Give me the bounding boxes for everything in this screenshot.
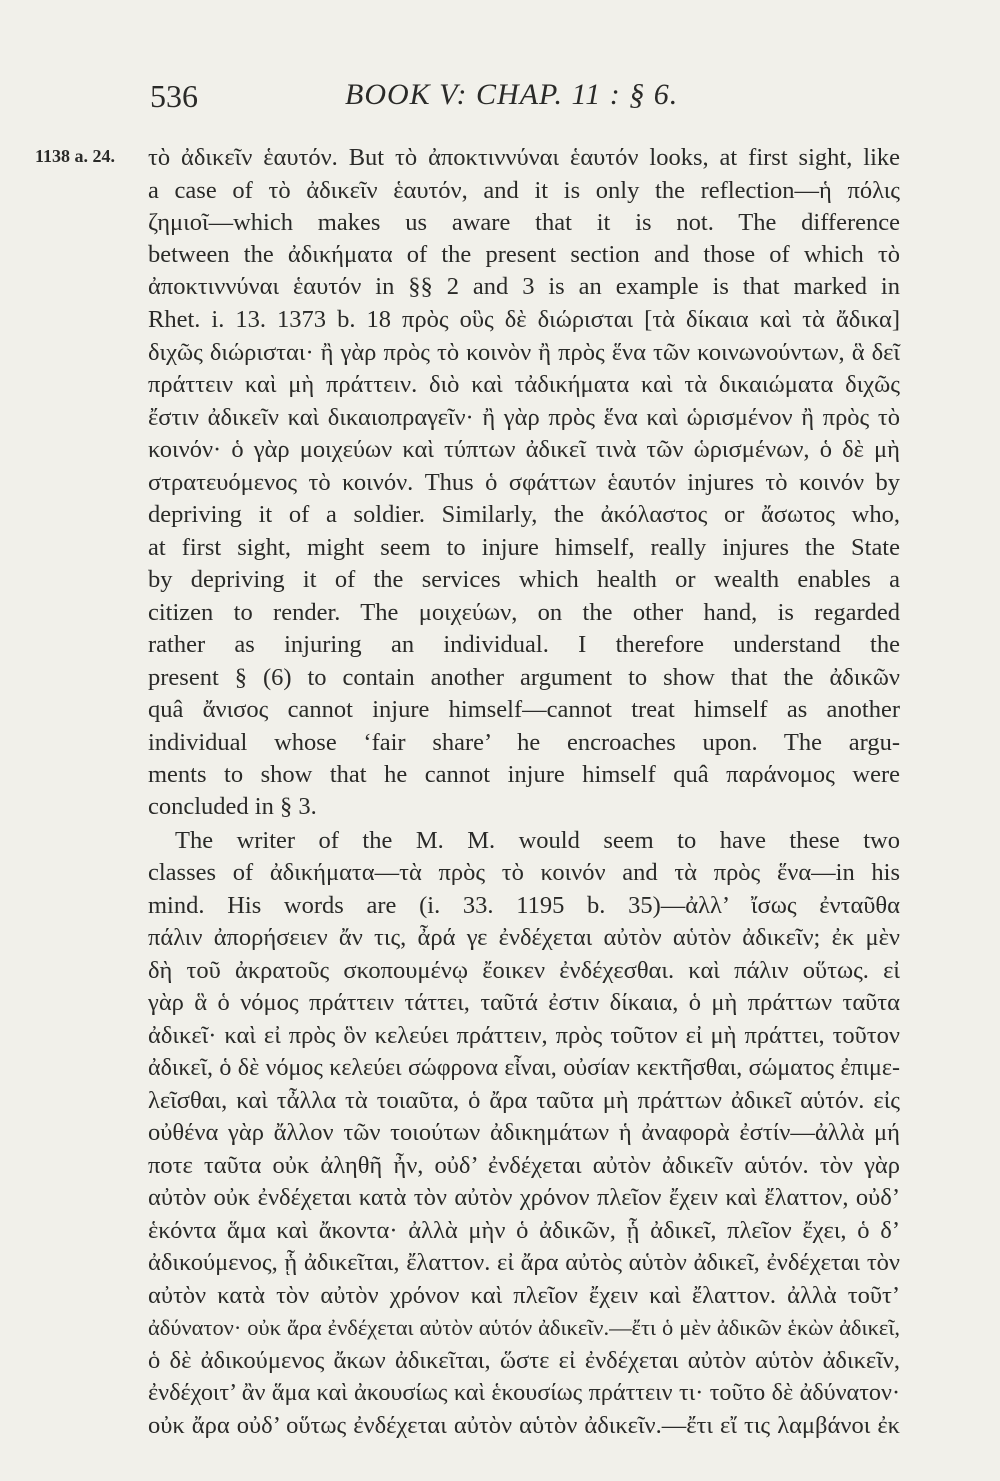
text-line: at first sight, might seem to injure himself, really injures the State bbox=[148, 534, 900, 561]
text-line: οὐκ ἄρα οὐδ’ οὕτως ἐνδέχεται αὐτὸν αὑτὸν ἀδικεῖν.—ἔτι εἴ τις λαμβάνοι ἐκ bbox=[148, 1412, 900, 1439]
text-line: ἀδικεῖ, ὁ δὲ νόμος κελεύει σώφρονα εἶναι, οὐσίαν κεκτῆσθαι, σώματος ἐπιμε- bbox=[148, 1055, 900, 1081]
text-line: αὐτὸν οὐκ ἐνδέχεται κατὰ τὸν αὐτὸν χρόνον πλεῖον ἔχειν καὶ ἔλαττον, οὐδ’ bbox=[148, 1184, 900, 1211]
text-line: citizen to render. The μοιχεύων, on the other hand, is regarded bbox=[148, 599, 900, 626]
text-line: present § (6) to contain another argument to show that the ἀδικῶν bbox=[148, 664, 900, 691]
text-line: ποτε ταῦτα οὐκ ἀληθῆ ἦν, οὐδ’ ἐνδέχεται αὐτὸν ἀδικεῖν αὑτόν. τὸν γὰρ bbox=[148, 1152, 900, 1179]
text-line: τὸ ἀδικεῖν ἑαυτόν. But τὸ ἀποκτιννύναι ἑαυτόν looks, at first sight, like bbox=[148, 144, 900, 171]
text-line: between the ἀδικήματα of the present section and those of which τὸ bbox=[148, 241, 900, 268]
text-line: δὴ τοῦ ἀκρατοῦς σκοπουμένῳ ἔοικεν ἐνδέχεσθαι. καὶ πάλιν οὕτως. εἰ bbox=[148, 957, 900, 984]
running-head: BOOK V: CHAP. 11 : § 6. bbox=[345, 78, 679, 111]
text-line: ἀποκτιννύναι ἑαυτόν in §§ 2 and 3 is an example is that marked in bbox=[148, 273, 900, 300]
text-line: individual whose ‘fair share’ he encroaches upon. The argu- bbox=[148, 729, 900, 756]
text-line: ἀδύνατον· οὐκ ἄρα ἐνδέχεται αὐτὸν αὑτόν ἀδικεῖν.—ἔτι ὁ μὲν ἀδικῶν ἑκὼν ἀδικεῖ, bbox=[148, 1315, 900, 1340]
text-line: The writer of the M. M. would seem to have these two bbox=[175, 827, 900, 854]
text-line: ἑκόντα ἅμα καὶ ἄκοντα· ἀλλὰ μὴν ὁ ἀδικῶν, ᾗ ἀδικεῖ, πλεῖον ἔχει, ὁ δ’ bbox=[148, 1217, 900, 1244]
text-line: ἔστιν ἀδικεῖν καὶ δικαιοπραγεῖν· ἢ γὰρ πρὸς ἕνα καὶ ὡρισμένον ἢ πρὸς τὸ bbox=[148, 404, 900, 431]
marginal-reference: 1138 a. 24. bbox=[35, 146, 116, 166]
text-line: quâ ἄνισος cannot injure himself—cannot treat himself as another bbox=[148, 696, 900, 723]
page-number: 536 bbox=[150, 78, 198, 114]
text-line: ὁ δὲ ἀδικούμενος ἄκων ἀδικεῖται, ὥστε εἰ ἐνδέχεται αὐτὸν αὑτὸν ἀδικεῖν, bbox=[148, 1347, 900, 1374]
text-line: λεῖσθαι, καὶ τἆλλα τὰ τοιαῦτα, ὁ ἄρα ταῦτα μὴ πράττων ἀδικεῖ αὑτόν. εἰς bbox=[148, 1087, 900, 1114]
text-line: πράττειν καὶ μὴ πράττειν. διὸ καὶ τἀδικήματα καὶ τὰ δικαιώματα διχῶς bbox=[148, 371, 900, 398]
text-line: κοινόν· ὁ γὰρ μοιχεύων καὶ τύπτων ἀδικεῖ τινὰ τῶν ὡρισμένων, ὁ δὲ μὴ bbox=[148, 436, 900, 463]
text-line: ζημιοῖ—which makes us aware that it is not. The difference bbox=[148, 209, 900, 236]
text-line: rather as injuring an individual. I therefore understand the bbox=[148, 631, 900, 658]
text-line: mind. His words are (i. 33. 1195 b. 35)—ἀλλ’ ἴσως ἐνταῦθα bbox=[148, 892, 900, 919]
text-line: πάλιν ἀπορήσειεν ἄν τις, ἆρά γε ἐνδέχεται αὐτὸν αὑτὸν ἀδικεῖν; ἐκ μὲν bbox=[148, 924, 900, 951]
text-line: γὰρ ἃ ὁ νόμος πράττειν τάττει, ταῦτά ἐστιν δίκαια, ὁ μὴ πράττων ταῦτα bbox=[148, 989, 900, 1016]
text-line: by depriving it of the services which health or wealth enables a bbox=[148, 566, 900, 593]
text-line: στρατευόμενος τὸ κοινόν. Thus ὁ σφάττων ἑαυτόν injures τὸ κοινόν by bbox=[148, 469, 900, 496]
text-line: διχῶς διώρισται· ἢ γὰρ πρὸς τὸ κοινὸν ἢ πρὸς ἕνα τῶν κοινωνούντων, ἃ δεῖ bbox=[148, 339, 900, 366]
text-line: οὐθένα γὰρ ἄλλον τῶν τοιούτων ἀδικημάτων ἡ ἀναφορὰ ἐστίν—ἀλλὰ μή bbox=[148, 1119, 900, 1146]
text-line: Rhet. i. 13. 1373 b. 18 πρὸς οὓς δὲ διώρισται [τὰ δίκαια καὶ τὰ ἄδικα] bbox=[148, 306, 900, 333]
text-line: classes of ἀδικήματα—τὰ πρὸς τὸ κοινόν and τὰ πρὸς ἕνα—in his bbox=[148, 859, 900, 886]
text-line: αὐτὸν κατὰ τὸν αὐτὸν χρόνον καὶ πλεῖον ἔχειν καὶ ἔλαττον. ἀλλὰ τοῦτ’ bbox=[148, 1282, 900, 1309]
text-line: ἀδικεῖ· καὶ εἰ πρὸς ὃν κελεύει πράττειν, πρὸς τοῦτον εἰ μὴ πράττει, τοῦτον bbox=[148, 1022, 900, 1049]
text-line: a case of τὸ ἀδικεῖν ἑαυτόν, and it is only the reflection—ἡ πόλις bbox=[148, 177, 900, 204]
text-line: ἀδικούμενος, ᾗ ἀδικεῖται, ἔλαττον. εἰ ἄρα αὐτὸς αὑτὸν ἀδικεῖ, ἐνδέχεται τὸν bbox=[148, 1249, 900, 1276]
text-line: ἐνδέχοιτ’ ἂν ἅμα καὶ ἀκουσίως καὶ ἑκουσίως πράττειν τι· τοῦτο δὲ ἀδύνατον· bbox=[148, 1379, 900, 1406]
text-line: ments to show that he cannot injure himself quâ παράνομος were bbox=[148, 761, 900, 788]
text-line: depriving it of a soldier. Similarly, the ἀκόλαστος or ἄσωτος who, bbox=[148, 501, 900, 528]
text-line: concluded in § 3. bbox=[148, 793, 317, 820]
